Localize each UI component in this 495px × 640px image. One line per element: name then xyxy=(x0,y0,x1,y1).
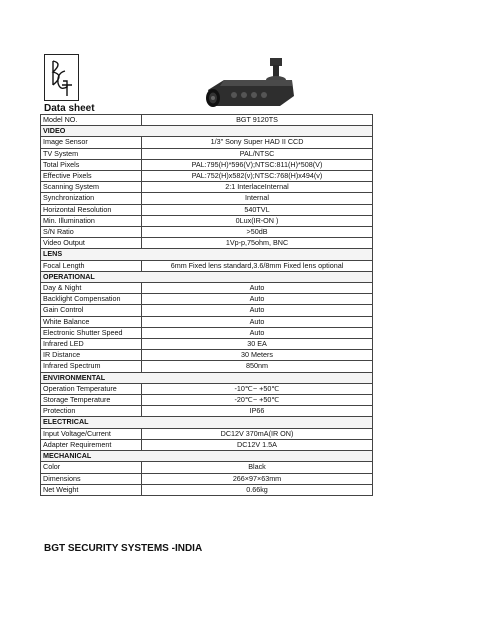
spec-label: Electronic Shutter Speed xyxy=(41,327,142,338)
spec-label: Min. Illumination xyxy=(41,215,142,226)
table-row xyxy=(41,350,373,361)
table-row xyxy=(41,294,373,305)
spec-value: 0Lux(IR-ON ) xyxy=(142,215,373,226)
spec-label: Backlight Compensation xyxy=(41,294,142,305)
spec-value: Auto xyxy=(142,305,373,316)
section-header: ENVIRONMENTAL xyxy=(41,372,373,383)
spec-table xyxy=(40,114,373,496)
spec-label: Day & Night xyxy=(41,283,142,294)
spec-label: Image Sensor xyxy=(41,137,142,148)
section-header-row xyxy=(41,126,373,137)
table-row xyxy=(41,383,373,394)
spec-value: PAL/NTSC xyxy=(142,148,373,159)
spec-value: -10℃~ +50℃ xyxy=(142,383,373,394)
spec-label: Gain Control xyxy=(41,305,142,316)
table-row xyxy=(41,473,373,484)
spec-label: Protection xyxy=(41,406,142,417)
spec-label: Infrared Spectrum xyxy=(41,361,142,372)
spec-label: Scanning System xyxy=(41,182,142,193)
section-header-row xyxy=(41,417,373,428)
table-row xyxy=(41,439,373,450)
section-header-row xyxy=(41,451,373,462)
spec-value: -20℃~ +50℃ xyxy=(142,395,373,406)
table-row xyxy=(41,283,373,294)
spec-label: Model NO. xyxy=(41,115,142,126)
spec-value: Auto xyxy=(142,327,373,338)
section-header-row xyxy=(41,271,373,282)
spec-value: 30 Meters xyxy=(142,350,373,361)
spec-table-body xyxy=(41,115,373,496)
spec-label: Horizontal Resolution xyxy=(41,204,142,215)
table-row xyxy=(41,316,373,327)
spec-label: Operation Temperature xyxy=(41,383,142,394)
company-logo xyxy=(44,54,79,101)
section-header: LENS xyxy=(41,249,373,260)
spec-value: DC12V 1.5A xyxy=(142,439,373,450)
camera-product-image xyxy=(200,56,300,116)
spec-value: Auto xyxy=(142,294,373,305)
table-row xyxy=(41,159,373,170)
spec-value: Auto xyxy=(142,316,373,327)
spec-value: >50dB xyxy=(142,227,373,238)
spec-label: Synchronization xyxy=(41,193,142,204)
spec-value: 30 EA xyxy=(142,339,373,350)
section-header-row xyxy=(41,372,373,383)
table-row xyxy=(41,428,373,439)
table-row xyxy=(41,171,373,182)
spec-value: 266×97×63mm xyxy=(142,473,373,484)
spec-label: Input Voltage/Current xyxy=(41,428,142,439)
spec-label: S/N Ratio xyxy=(41,227,142,238)
table-row xyxy=(41,395,373,406)
spec-label: Infrared LED xyxy=(41,339,142,350)
table-row xyxy=(41,305,373,316)
spec-value: 0.66kg xyxy=(142,484,373,495)
table-row xyxy=(41,238,373,249)
section-header: OPERATIONAL xyxy=(41,271,373,282)
spec-label: Total Pixels xyxy=(41,159,142,170)
table-row xyxy=(41,327,373,338)
company-footer: BGT SECURITY SYSTEMS -INDIA xyxy=(44,543,203,554)
section-header: VIDEO xyxy=(41,126,373,137)
spec-value: PAL:752(H)x582(v);NTSC:768(H)x494(v) xyxy=(142,171,373,182)
spec-value: 1Vp-p,75ohm, BNC xyxy=(142,238,373,249)
spec-label: Video Output xyxy=(41,238,142,249)
table-row xyxy=(41,215,373,226)
table-row xyxy=(41,227,373,238)
section-header-row xyxy=(41,249,373,260)
table-row xyxy=(41,148,373,159)
table-row xyxy=(41,339,373,350)
spec-value: Auto xyxy=(142,283,373,294)
section-header: MECHANICAL xyxy=(41,451,373,462)
section-header: ELECTRICAL xyxy=(41,417,373,428)
table-row xyxy=(41,462,373,473)
table-row xyxy=(41,204,373,215)
spec-label: Focal Length xyxy=(41,260,142,271)
spec-label: IR Distance xyxy=(41,350,142,361)
spec-label: Color xyxy=(41,462,142,473)
spec-value: Black xyxy=(142,462,373,473)
table-row xyxy=(41,137,373,148)
table-row xyxy=(41,260,373,271)
spec-label: Dimensions xyxy=(41,473,142,484)
spec-value: BGT 9120TS xyxy=(142,115,373,126)
spec-label: Net Weight xyxy=(41,484,142,495)
table-row xyxy=(41,182,373,193)
spec-label: TV System xyxy=(41,148,142,159)
spec-label: Storage Temperature xyxy=(41,395,142,406)
spec-value: 850nm xyxy=(142,361,373,372)
table-row xyxy=(41,361,373,372)
table-row xyxy=(41,406,373,417)
spec-value: 540TVL xyxy=(142,204,373,215)
table-row xyxy=(41,193,373,204)
spec-label: Effective Pixels xyxy=(41,171,142,182)
table-row xyxy=(41,484,373,495)
spec-value: IP66 xyxy=(142,406,373,417)
spec-label: White Balance xyxy=(41,316,142,327)
spec-value: Internal xyxy=(142,193,373,204)
table-row xyxy=(41,115,373,126)
spec-value: DC12V 370mA(IR ON) xyxy=(142,428,373,439)
spec-value: 1/3" Sony Super HAD II CCD xyxy=(142,137,373,148)
spec-value: 6mm Fixed lens standard,3.6/8mm Fixed lens optional xyxy=(142,260,373,271)
spec-value: PAL:795(H)*596(V);NTSC:811(H)*508(V) xyxy=(142,159,373,170)
spec-label: Adapter Requirement xyxy=(41,439,142,450)
spec-value: 2:1 InterlaceInternal xyxy=(142,182,373,193)
page-title: Data sheet xyxy=(44,103,95,114)
